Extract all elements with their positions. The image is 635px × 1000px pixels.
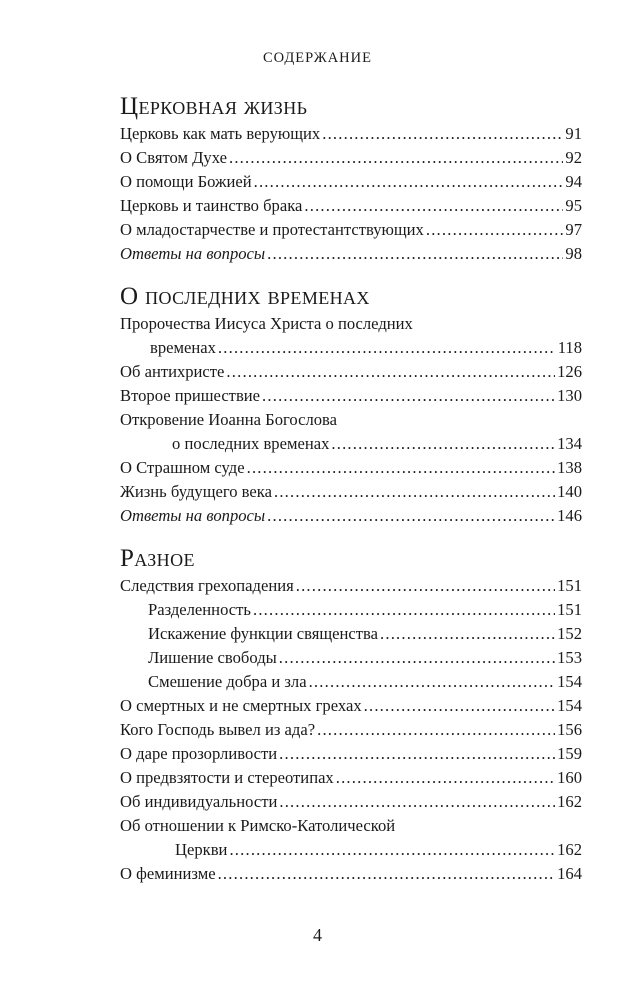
toc-subentry (120, 622, 582, 646)
toc-entry (120, 194, 582, 218)
entry-page: 146 (557, 506, 582, 525)
dot-leader (267, 504, 555, 528)
entry-page: 151 (557, 576, 582, 595)
entry-page: 126 (557, 362, 582, 381)
dot-leader (304, 194, 563, 218)
entry-page: 154 (557, 696, 582, 715)
toc-entry (120, 218, 582, 242)
toc-entry (120, 742, 582, 766)
toc-entry (120, 766, 582, 790)
dot-leader (218, 862, 556, 886)
dot-leader (262, 384, 555, 408)
entry-label: Следствия грехопадения (120, 576, 294, 595)
dot-leader (317, 718, 555, 742)
entry-page: 164 (557, 864, 582, 883)
entry-page: 138 (557, 458, 582, 477)
entry-page: 98 (565, 244, 582, 263)
dot-leader (322, 122, 563, 146)
dot-leader (218, 336, 556, 360)
dot-leader (274, 480, 555, 504)
dot-leader (309, 670, 556, 694)
entry-label: Разделенность (148, 600, 251, 619)
entry-label: Лишение свободы (148, 648, 277, 667)
toc-subentry (120, 598, 582, 622)
entry-label: Смешение добра и зла (148, 672, 307, 691)
entry-label: Искажение функции священства (148, 624, 379, 643)
entry-page: 153 (557, 648, 582, 667)
entry-label-continuation: Церкви (175, 840, 228, 859)
page-number: 4 (313, 925, 322, 945)
entry-page: 151 (557, 600, 582, 619)
dot-leader (253, 598, 555, 622)
entry-page: 156 (557, 720, 582, 739)
entry-page: 140 (557, 482, 582, 501)
entry-label: О младостарчестве и протестантствующих (120, 220, 424, 239)
dot-leader (279, 646, 555, 670)
dot-leader (380, 622, 555, 646)
entry-label-line: Пророчества Иисуса Христа о последних (120, 314, 413, 333)
entry-label: Кого Господь вывел из ада? (120, 720, 316, 739)
toc-entry (120, 170, 582, 194)
toc-entry (120, 480, 582, 504)
dot-leader (279, 742, 555, 766)
entry-page: 152 (557, 624, 582, 643)
section-title: Церковная жизнь (120, 93, 308, 120)
entry-label: Об антихристе (120, 362, 225, 381)
entry-page: 92 (565, 148, 582, 167)
entry-page: 160 (557, 768, 582, 787)
dot-leader (331, 432, 555, 456)
toc-entry-answers (120, 242, 582, 266)
section-title: Разное (120, 545, 195, 572)
toc-entry (120, 122, 582, 146)
entry-label-continuation: временах (150, 338, 216, 357)
entry-label: Жизнь будущего века (120, 482, 272, 501)
entry-page: 162 (557, 840, 582, 859)
toc-entry (120, 862, 582, 886)
entry-label-line: Откровение Иоанна Богослова (120, 410, 338, 429)
entry-label: О Страшном суде (120, 458, 245, 477)
entry-page: 134 (557, 434, 582, 453)
toc-entry (120, 336, 582, 360)
entry-label: Об индивидуальности (120, 792, 278, 811)
entry-label: Ответы на вопросы (120, 244, 266, 263)
entry-page: 154 (557, 672, 582, 691)
entry-label: О феминизме (120, 864, 216, 883)
dot-leader (229, 146, 563, 170)
entry-page: 118 (557, 338, 582, 357)
entry-label: Второе пришествие (120, 386, 261, 405)
toc-section-church-life (120, 92, 582, 266)
entry-label: О смертных и не смертных грехах (120, 696, 362, 715)
entry-label: Ответы на вопросы (120, 506, 266, 525)
table-of-contents (120, 92, 582, 902)
entry-page: 159 (557, 744, 582, 763)
toc-entry-answers (120, 504, 582, 528)
entry-page: 91 (565, 124, 582, 143)
dot-leader (336, 766, 555, 790)
dot-leader (229, 838, 555, 862)
dot-leader (254, 170, 564, 194)
entry-label: О даре прозорливости (120, 744, 278, 763)
section-title: О последних временах (120, 283, 370, 310)
dot-leader (364, 694, 555, 718)
entry-label-line: Об отношении к Римско-Католической (120, 816, 396, 835)
entry-page: 95 (565, 196, 582, 215)
entry-label-continuation: о последних временах (172, 434, 330, 453)
dot-leader (247, 456, 556, 480)
entry-label: О помощи Божией (120, 172, 252, 191)
entry-page: 130 (557, 386, 582, 405)
toc-entry (120, 456, 582, 480)
toc-section-miscellaneous (120, 544, 582, 886)
entry-page: 94 (565, 172, 582, 191)
toc-subentry (120, 646, 582, 670)
entry-label: О предвзятости и стереотипах (120, 768, 334, 787)
entry-label: О Святом Духе (120, 148, 227, 167)
dot-leader (296, 574, 555, 598)
entry-label: Церковь как мать верующих (120, 124, 321, 143)
toc-entry (120, 146, 582, 170)
running-head-title: СОДЕРЖАНИЕ (263, 50, 372, 66)
toc-subentry (120, 670, 582, 694)
toc-entry (120, 384, 582, 408)
toc-entry (120, 718, 582, 742)
toc-entry (120, 838, 582, 862)
toc-entry (120, 432, 582, 456)
dot-leader (226, 360, 555, 384)
entry-page: 162 (557, 792, 582, 811)
toc-entry (120, 360, 582, 384)
dot-leader (267, 242, 563, 266)
dot-leader (279, 790, 555, 814)
toc-section-last-times (120, 282, 582, 528)
toc-entry (120, 790, 582, 814)
dot-leader (426, 218, 564, 242)
entry-page: 97 (565, 220, 582, 239)
entry-label: Церковь и таинство брака (120, 196, 303, 215)
toc-entry (120, 574, 582, 598)
toc-entry (120, 694, 582, 718)
